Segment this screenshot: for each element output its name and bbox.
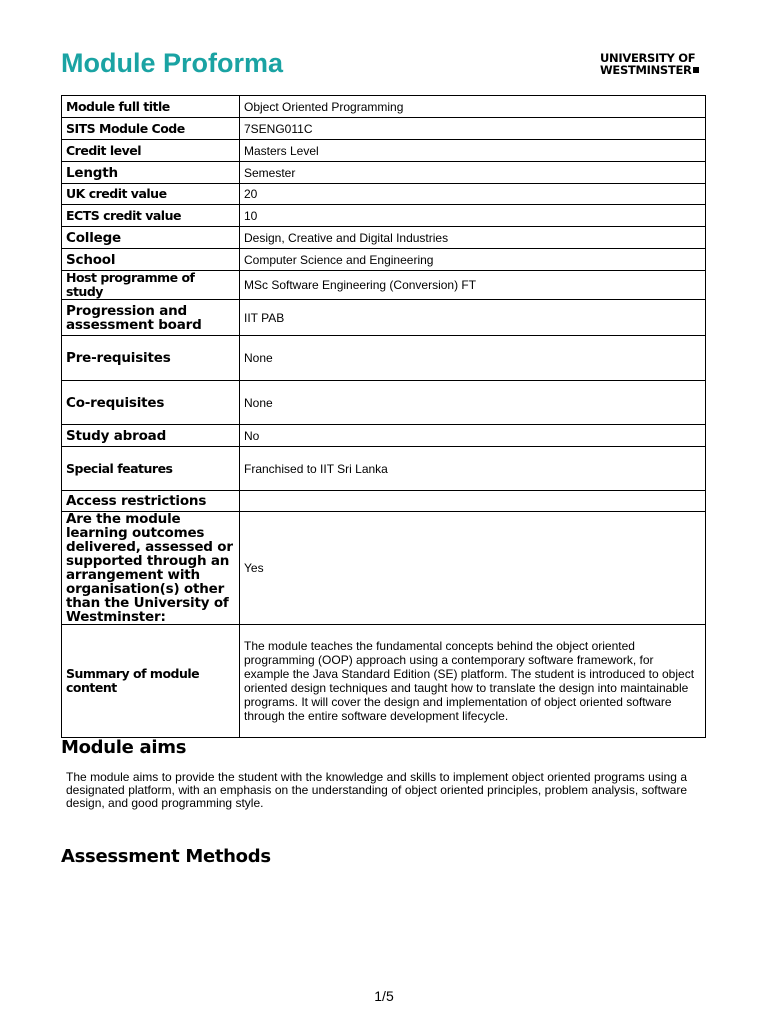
page-number: 1/5: [374, 988, 394, 1004]
row-value-college: Design, Creative and Digital Industries: [240, 227, 706, 249]
table-row: [62, 96, 706, 118]
row-label-host-programme: Host programme of study: [62, 271, 240, 300]
row-label-summary-content: Summary of module content: [62, 625, 240, 738]
logo-line-1: UNIVERSITY OF: [600, 51, 696, 65]
table-row: [62, 162, 706, 184]
table-row: [62, 227, 706, 249]
row-value-uk-credit-value: 20: [240, 184, 706, 205]
table-row: [62, 625, 706, 738]
logo-mark-icon: [693, 67, 699, 73]
row-label-length: Length: [62, 162, 240, 184]
row-label-module-full-title: Module full title: [62, 96, 240, 118]
row-value-pre-requisites: None: [240, 336, 706, 381]
row-label-college: College: [62, 227, 240, 249]
row-value-special-features: Franchised to IIT Sri Lanka: [240, 447, 706, 491]
page-title: Module Proforma: [61, 48, 284, 78]
table-row: [62, 447, 706, 491]
table-row: [62, 336, 706, 381]
module-aims-heading: Module aims: [61, 737, 187, 758]
row-value-progression-board: IIT PAB: [240, 300, 706, 336]
row-label-study-abroad: Study abroad: [62, 425, 240, 447]
row-label-access-restrictions: Access restrictions: [62, 491, 240, 512]
row-label-pre-requisites: Pre-requisites: [62, 336, 240, 381]
row-label-sits-module-code: SITS Module Code: [62, 118, 240, 140]
module-aims-text: The module aims to provide the student with the knowledge and skills to implement object oriented programs using a designated platform, with an emphasis on the understanding of object oriented principles, problem analysis, software design, and good programming style.: [66, 770, 687, 810]
table-row: [62, 205, 706, 227]
row-label-special-features: Special features: [62, 447, 240, 491]
table-row: [62, 491, 706, 512]
row-value-sits-module-code: 7SENG011C: [240, 118, 706, 140]
row-label-credit-level: Credit level: [62, 140, 240, 162]
table-row: [62, 381, 706, 425]
row-value-study-abroad: No: [240, 425, 706, 447]
university-logo: [600, 52, 710, 76]
row-value-school: Computer Science and Engineering: [240, 249, 706, 271]
row-value-summary-content: The module teaches the fundamental concepts behind the object oriented programming (OOP) approach using a contemporary software framework, for example the Java Standard Edition (SE) platform. The student is introduced to object oriented design techniques and taught how to translate the design into maintainable programs. It will cover the design and implementation of object oriented software through the entire software development lifecycle.: [240, 625, 706, 738]
row-label-school: School: [62, 249, 240, 271]
table-row: [62, 271, 706, 300]
table-row: [62, 249, 706, 271]
row-label-learning-outcomes-arrangement: Are the module learning outcomes delivered, assessed or supported through an arrangement with organisation(s) other than the University of Westminster:: [62, 512, 240, 625]
table-row: [62, 184, 706, 205]
row-label-ects-credit-value: ECTS credit value: [62, 205, 240, 227]
module-proforma-table: [61, 95, 706, 738]
logo-line-2: WESTMINSTER: [600, 63, 692, 77]
row-value-module-full-title: Object Oriented Programming: [240, 96, 706, 118]
row-value-co-requisites: None: [240, 381, 706, 425]
row-value-access-restrictions: [240, 491, 706, 512]
row-label-co-requisites: Co-requisites: [62, 381, 240, 425]
row-label-uk-credit-value: UK credit value: [62, 184, 240, 205]
row-value-credit-level: Masters Level: [240, 140, 706, 162]
table-row: [62, 118, 706, 140]
row-value-ects-credit-value: 10: [240, 205, 706, 227]
table-row: [62, 140, 706, 162]
row-value-length: Semester: [240, 162, 706, 184]
row-label-progression-board: Progression and assessment board: [62, 300, 240, 336]
table-row: [62, 300, 706, 336]
assessment-methods-heading: Assessment Methods: [61, 846, 271, 867]
row-value-learning-outcomes-arrangement: Yes: [240, 512, 706, 625]
table-row: [62, 512, 706, 625]
table-row: [62, 425, 706, 447]
row-value-host-programme: MSc Software Engineering (Conversion) FT: [240, 271, 706, 300]
